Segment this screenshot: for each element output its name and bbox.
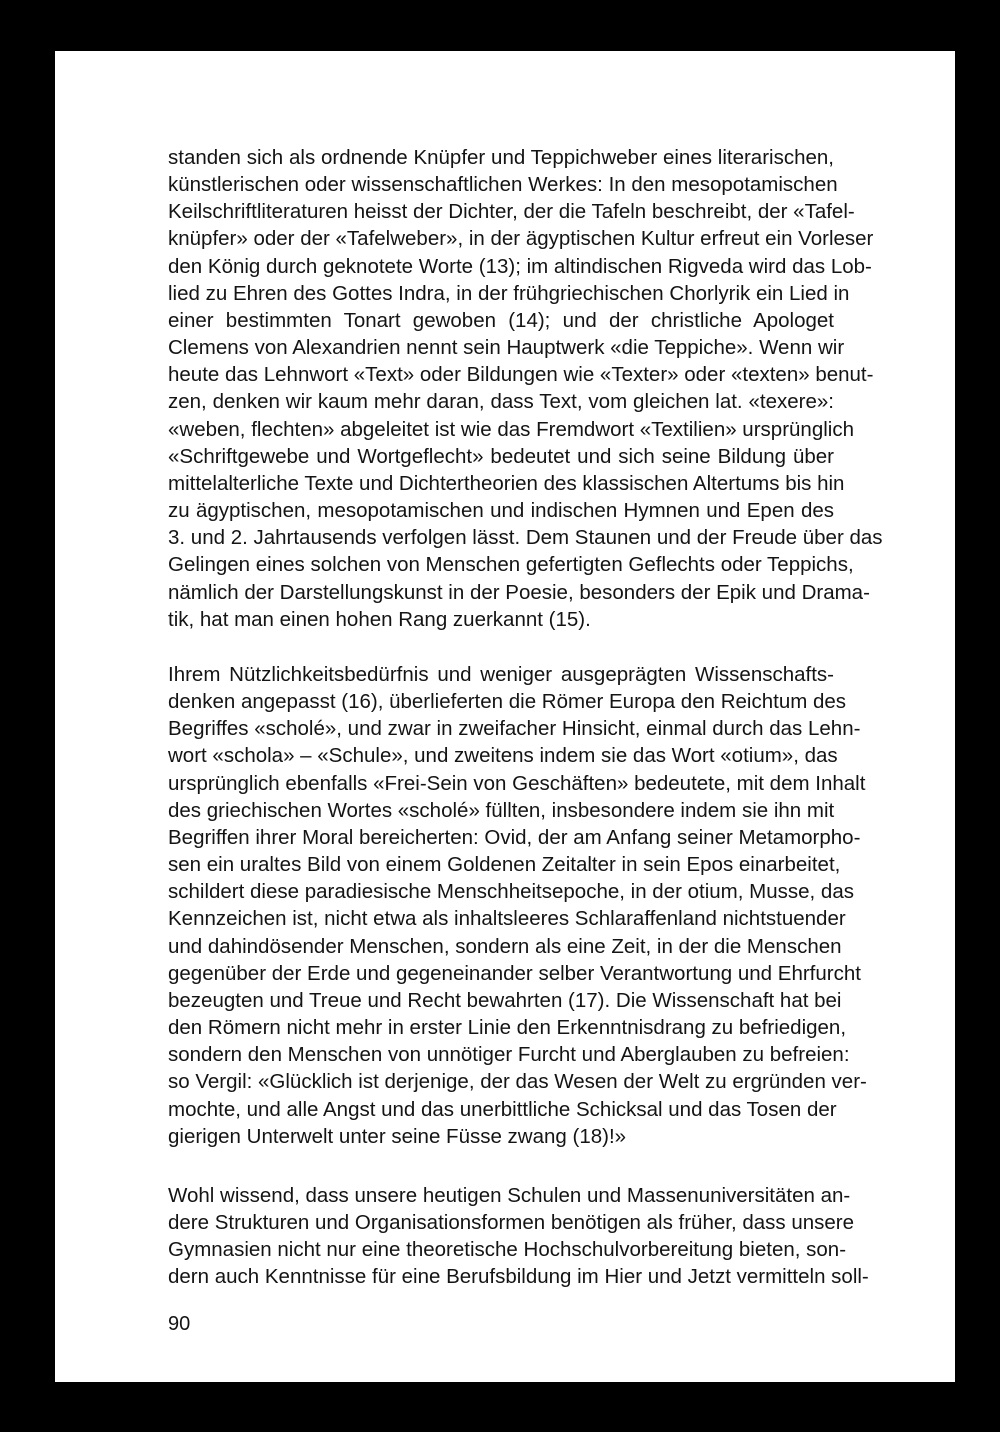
text-line: Gelingen eines solchen von Menschen gefertigten Geflechts oder Teppichs, [168,553,854,577]
text-line: bezeugten und Treue und Recht bewahrten (17). Die Wissenschaft hat bei [168,988,842,1012]
text-line: heute das Lehnwort «Text» oder Bildungen wie «Texter» oder «texten» benut- [168,363,874,387]
text-line: 3. und 2. Jahrtausends verfolgen lässt. Dem Staunen und der Freude über das [168,526,883,550]
text-line: zu ägyptischen, mesopotamischen und indischen Hymnen und Epen des [168,499,834,523]
text-line: des griechischen Wortes «scholé» füllten, insbesondere indem sie ihn mit [168,798,835,822]
text-line: «Schriftgewebe und Wortgeflecht» bedeutet und sich seine Bildung über [168,444,834,468]
text-line: dere Strukturen und Organisationsformen benötigen als früher, dass unsere [168,1211,855,1235]
text-line: zen, denken wir kaum mehr daran, dass Text, vom gleichen lat. «texere»: [168,390,834,414]
page-number: 90 [168,1313,191,1335]
paragraph-3 [168,1182,869,1291]
text-line: den König durch geknotete Worte (13); im altindischen Rigveda wird das Lob- [168,254,872,278]
text-line: Keilschriftliteraturen heisst der Dichter, der die Tafeln beschreibt, der «Tafel- [168,200,855,224]
text-line: Begriffes «scholé», und zwar in zweifacher Hinsicht, einmal durch das Lehn- [168,717,861,741]
text-line: den Römern nicht mehr in erster Linie den Erkenntnisdrang zu befriedigen, [168,1016,847,1040]
text-line: Kennzeichen ist, nicht etwa als inhaltsleeres Schlaraffenland nichtstuender [168,907,846,931]
text-line: Clemens von Alexandrien nennt sein Hauptwerk «die Teppiche». Wenn wir [168,336,845,360]
text-line: mochte, und alle Angst und das unerbittliche Schicksal und das Tosen der [168,1097,837,1121]
text-line: sondern den Menschen von unnötiger Furcht und Aberglauben zu befreien: [168,1043,850,1067]
text-line: so Vergil: «Glücklich ist derjenige, der das Wesen der Welt zu ergründen ver- [168,1070,867,1094]
text-line: schildert diese paradiesische Menschheitsepoche, in der otium, Musse, das [168,880,854,904]
text-line: nämlich der Darstellungskunst in der Poesie, besonders der Epik und Drama- [168,580,870,604]
text-line: Begriffen ihrer Moral bereicherten: Ovid, der am Anfang seiner Metamorpho- [168,825,861,849]
text-line: dern auch Kenntnisse für eine Berufsbildung im Hier und Jetzt vermitteln soll- [168,1265,869,1289]
text-line: einer bestimmten Tonart gewoben (14); und der christliche Apologet [168,308,834,332]
text-line: Ihrem Nützlichkeitsbedürfnis und weniger ausgeprägten Wissenschafts- [168,663,834,686]
text-line: mittelalterliche Texte und Dichtertheorien des klassischen Altertums bis hin [168,471,845,495]
text-line: sen ein uraltes Bild von einem Goldenen Zeitalter in sein Epos einarbeitet, [168,853,841,877]
paragraph-1 [168,144,883,633]
text-line: lied zu Ehren des Gottes Indra, in der frühgriechischen Chorlyrik ein Lied in [168,281,850,305]
book-page [55,51,955,1382]
text-line: knüpfer» oder der «Tafelweber», in der ägyptischen Kultur erfreut ein Vorleser [168,227,874,251]
text-line: und dahindösender Menschen, sondern als eine Zeit, in der die Menschen [168,934,842,958]
text-line: gierigen Unterwelt unter seine Füsse zwang (18)!» [168,1124,627,1148]
text-line: denken angepasst (16), überlieferten die Römer Europa den Reichtum des [168,690,847,714]
text-line: ursprünglich ebenfalls «Frei-Sein von Geschäften» bedeutete, mit dem Inhalt [168,771,866,795]
text-line: wort «schola» – «Schule», und zweitens indem sie das Wort «otium», das [168,744,838,768]
text-line: standen sich als ordnende Knüpfer und Teppichweber eines literarischen, [168,146,834,169]
text-line: Wohl wissend, dass unsere heutigen Schulen und Massenuniversitäten an- [168,1184,851,1207]
text-line: «weben, flechten» abgeleitet ist wie das Fremdwort «Textilien» ursprünglich [168,417,854,441]
paragraph-2 [168,661,867,1150]
text-line: Gymnasien nicht nur eine theoretische Hochschulvorbereitung bieten, son- [168,1238,847,1262]
text-line: tik, hat man einen hohen Rang zuerkannt (15). [168,607,591,631]
text-line: künstlerischen oder wissenschaftlichen Werkes: In den mesopotamischen [168,173,838,197]
text-line: gegenüber der Erde und gegeneinander selber Verantwortung und Ehrfurcht [168,961,861,985]
